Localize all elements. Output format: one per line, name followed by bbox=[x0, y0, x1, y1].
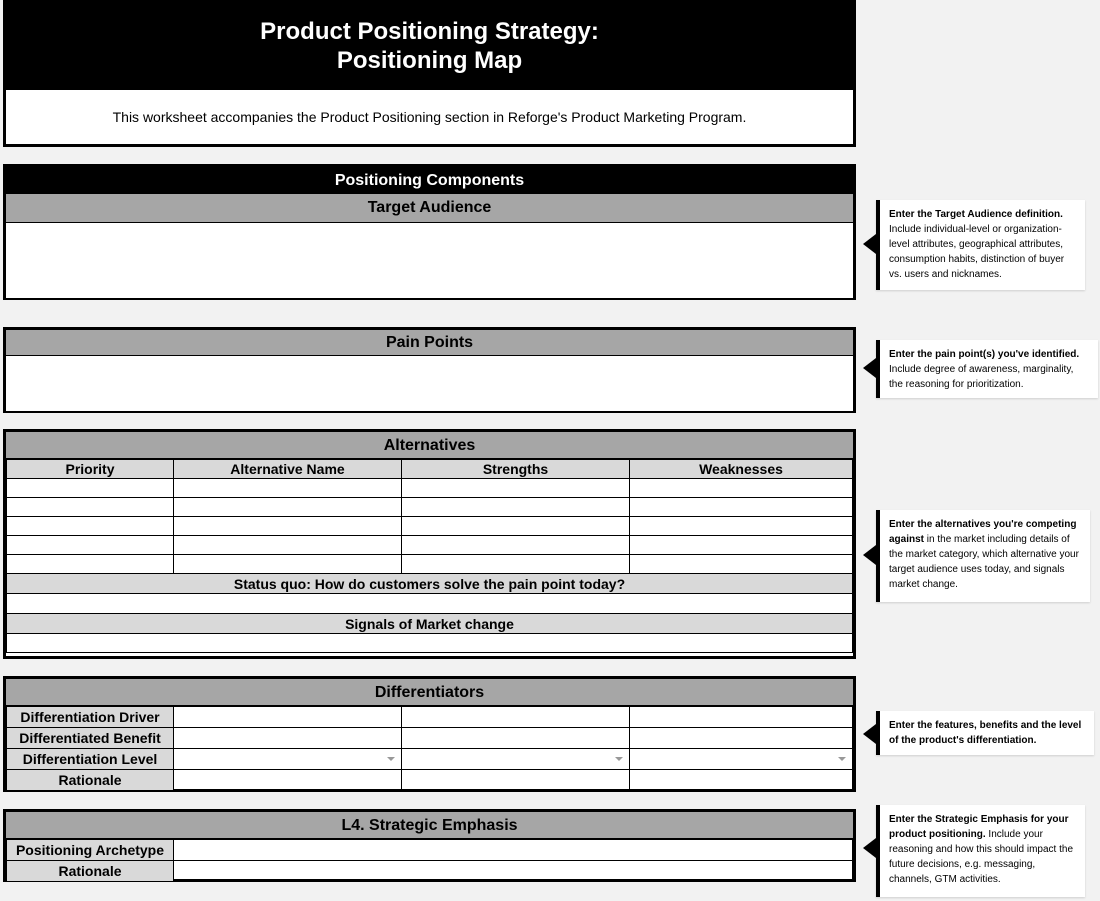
target-audience-note bbox=[876, 200, 1085, 290]
target-audience-heading: Target Audience bbox=[6, 194, 853, 223]
note-text: Include your reasoning and how this should impact the future decisions, e.g. messaging, channels, GTM activities. bbox=[889, 829, 1074, 885]
table-cell[interactable] bbox=[7, 555, 174, 574]
note-text: Include individual-level or organization-level attributes, geographical attributes, consumption habits, distinction of buyer vs. users and nicknames. bbox=[889, 224, 1065, 280]
signals-label: Signals of Market change bbox=[7, 614, 853, 634]
page-subtitle: This worksheet accompanies the Product Positioning section in Reforge's Product Marketing Program. bbox=[3, 90, 856, 147]
pain-points-note bbox=[876, 340, 1098, 398]
table-cell[interactable] bbox=[174, 728, 402, 749]
alternatives-heading: Alternatives bbox=[6, 432, 853, 459]
differentiators-section bbox=[3, 676, 856, 792]
title-line-1: Product Positioning Strategy: bbox=[260, 18, 599, 45]
table-cell[interactable] bbox=[630, 536, 853, 555]
table-cell[interactable] bbox=[174, 707, 402, 728]
table-row bbox=[7, 840, 853, 861]
table-cell[interactable] bbox=[174, 517, 402, 536]
strategic-emphasis-section bbox=[3, 809, 856, 882]
table-row bbox=[7, 770, 853, 791]
table-cell[interactable] bbox=[174, 861, 853, 882]
column-header: Alternative Name bbox=[174, 460, 402, 479]
table-cell[interactable] bbox=[402, 498, 630, 517]
pointer-arrow-icon bbox=[863, 838, 876, 858]
pain-points-input[interactable] bbox=[6, 356, 853, 411]
target-audience-section bbox=[3, 164, 856, 300]
table-cell[interactable] bbox=[402, 536, 630, 555]
table-cell[interactable] bbox=[174, 555, 402, 574]
note-bold: Enter the pain point(s) you've identified. bbox=[889, 349, 1080, 360]
table-cell[interactable] bbox=[402, 770, 630, 791]
table-cell[interactable] bbox=[174, 840, 853, 861]
strategic-emphasis-heading: L4. Strategic Emphasis bbox=[6, 812, 853, 839]
row-label: Differentiation Level bbox=[7, 749, 174, 770]
column-header: Priority bbox=[7, 460, 174, 479]
row-label: Rationale bbox=[7, 770, 174, 791]
signals-input[interactable] bbox=[7, 634, 853, 653]
status-quo-label: Status quo: How do customers solve the pain point today? bbox=[7, 574, 853, 594]
note-bold: Enter the alternatives you're competing against bbox=[889, 519, 1077, 545]
alternatives-table bbox=[6, 459, 853, 653]
pain-points-heading: Pain Points bbox=[6, 330, 853, 356]
table-cell[interactable] bbox=[630, 728, 853, 749]
status-quo-input-row bbox=[7, 594, 853, 614]
table-cell[interactable] bbox=[402, 555, 630, 574]
note-bold: Enter the features, benefits and the level of the product's differentiation. bbox=[889, 720, 1082, 746]
strategic-table bbox=[6, 839, 853, 882]
note-text: in the market including details of the market category, which alternative your target audience uses today, and signals market change. bbox=[889, 534, 1079, 590]
level-dropdown[interactable] bbox=[174, 749, 402, 770]
table-cell[interactable] bbox=[174, 498, 402, 517]
pointer-arrow-icon bbox=[863, 358, 876, 378]
column-header: Weaknesses bbox=[630, 460, 853, 479]
table-cell[interactable] bbox=[7, 479, 174, 498]
column-header: Strengths bbox=[402, 460, 630, 479]
table-cell[interactable] bbox=[174, 479, 402, 498]
alternatives-note bbox=[876, 510, 1090, 602]
positioning-components-heading: Positioning Components bbox=[6, 167, 853, 194]
table-cell[interactable] bbox=[402, 707, 630, 728]
table-row bbox=[7, 517, 853, 536]
table-cell[interactable] bbox=[630, 770, 853, 791]
table-row bbox=[7, 555, 853, 574]
status-quo-input[interactable] bbox=[7, 594, 853, 614]
table-cell[interactable] bbox=[630, 498, 853, 517]
row-label: Differentiation Driver bbox=[7, 707, 174, 728]
note-bold: Enter the Target Audience definition. bbox=[889, 209, 1063, 220]
table-cell[interactable] bbox=[7, 498, 174, 517]
strategic-emphasis-note bbox=[876, 805, 1085, 897]
table-cell[interactable] bbox=[7, 536, 174, 555]
pointer-arrow-icon bbox=[863, 724, 876, 744]
table-row bbox=[7, 536, 853, 555]
differentiators-heading: Differentiators bbox=[6, 679, 853, 706]
row-label: Rationale bbox=[7, 861, 174, 882]
level-dropdown[interactable] bbox=[630, 749, 853, 770]
table-row bbox=[7, 498, 853, 517]
status-quo-row bbox=[7, 574, 853, 594]
table-cell[interactable] bbox=[402, 728, 630, 749]
pointer-arrow-icon bbox=[863, 234, 876, 254]
signals-row bbox=[7, 614, 853, 634]
target-audience-input[interactable] bbox=[6, 223, 853, 298]
table-cell[interactable] bbox=[630, 707, 853, 728]
level-dropdown[interactable] bbox=[402, 749, 630, 770]
table-cell[interactable] bbox=[402, 517, 630, 536]
table-cell[interactable] bbox=[630, 479, 853, 498]
row-label: Positioning Archetype bbox=[7, 840, 174, 861]
page-title bbox=[3, 0, 856, 90]
differentiators-note bbox=[876, 711, 1094, 755]
table-cell[interactable] bbox=[630, 555, 853, 574]
table-cell[interactable] bbox=[174, 536, 402, 555]
pointer-arrow-icon bbox=[863, 545, 876, 565]
table-row bbox=[7, 728, 853, 749]
table-row bbox=[7, 479, 853, 498]
table-row bbox=[7, 861, 853, 882]
table-row bbox=[7, 749, 853, 770]
table-cell[interactable] bbox=[630, 517, 853, 536]
title-line-2: Positioning Map bbox=[336, 47, 523, 74]
alternatives-header-row bbox=[7, 460, 853, 479]
table-cell[interactable] bbox=[7, 517, 174, 536]
alternatives-section bbox=[3, 429, 856, 659]
note-bold: Enter the Strategic Emphasis for your product positioning. bbox=[889, 814, 1069, 840]
differentiators-table bbox=[6, 706, 853, 791]
table-row bbox=[7, 707, 853, 728]
table-cell[interactable] bbox=[174, 770, 402, 791]
pain-points-section bbox=[3, 327, 856, 413]
signals-input-row bbox=[7, 634, 853, 653]
row-label: Differentiated Benefit bbox=[7, 728, 174, 749]
note-text: Include degree of awareness, marginality, the reasoning for prioritization. bbox=[889, 364, 1074, 390]
table-cell[interactable] bbox=[402, 479, 630, 498]
